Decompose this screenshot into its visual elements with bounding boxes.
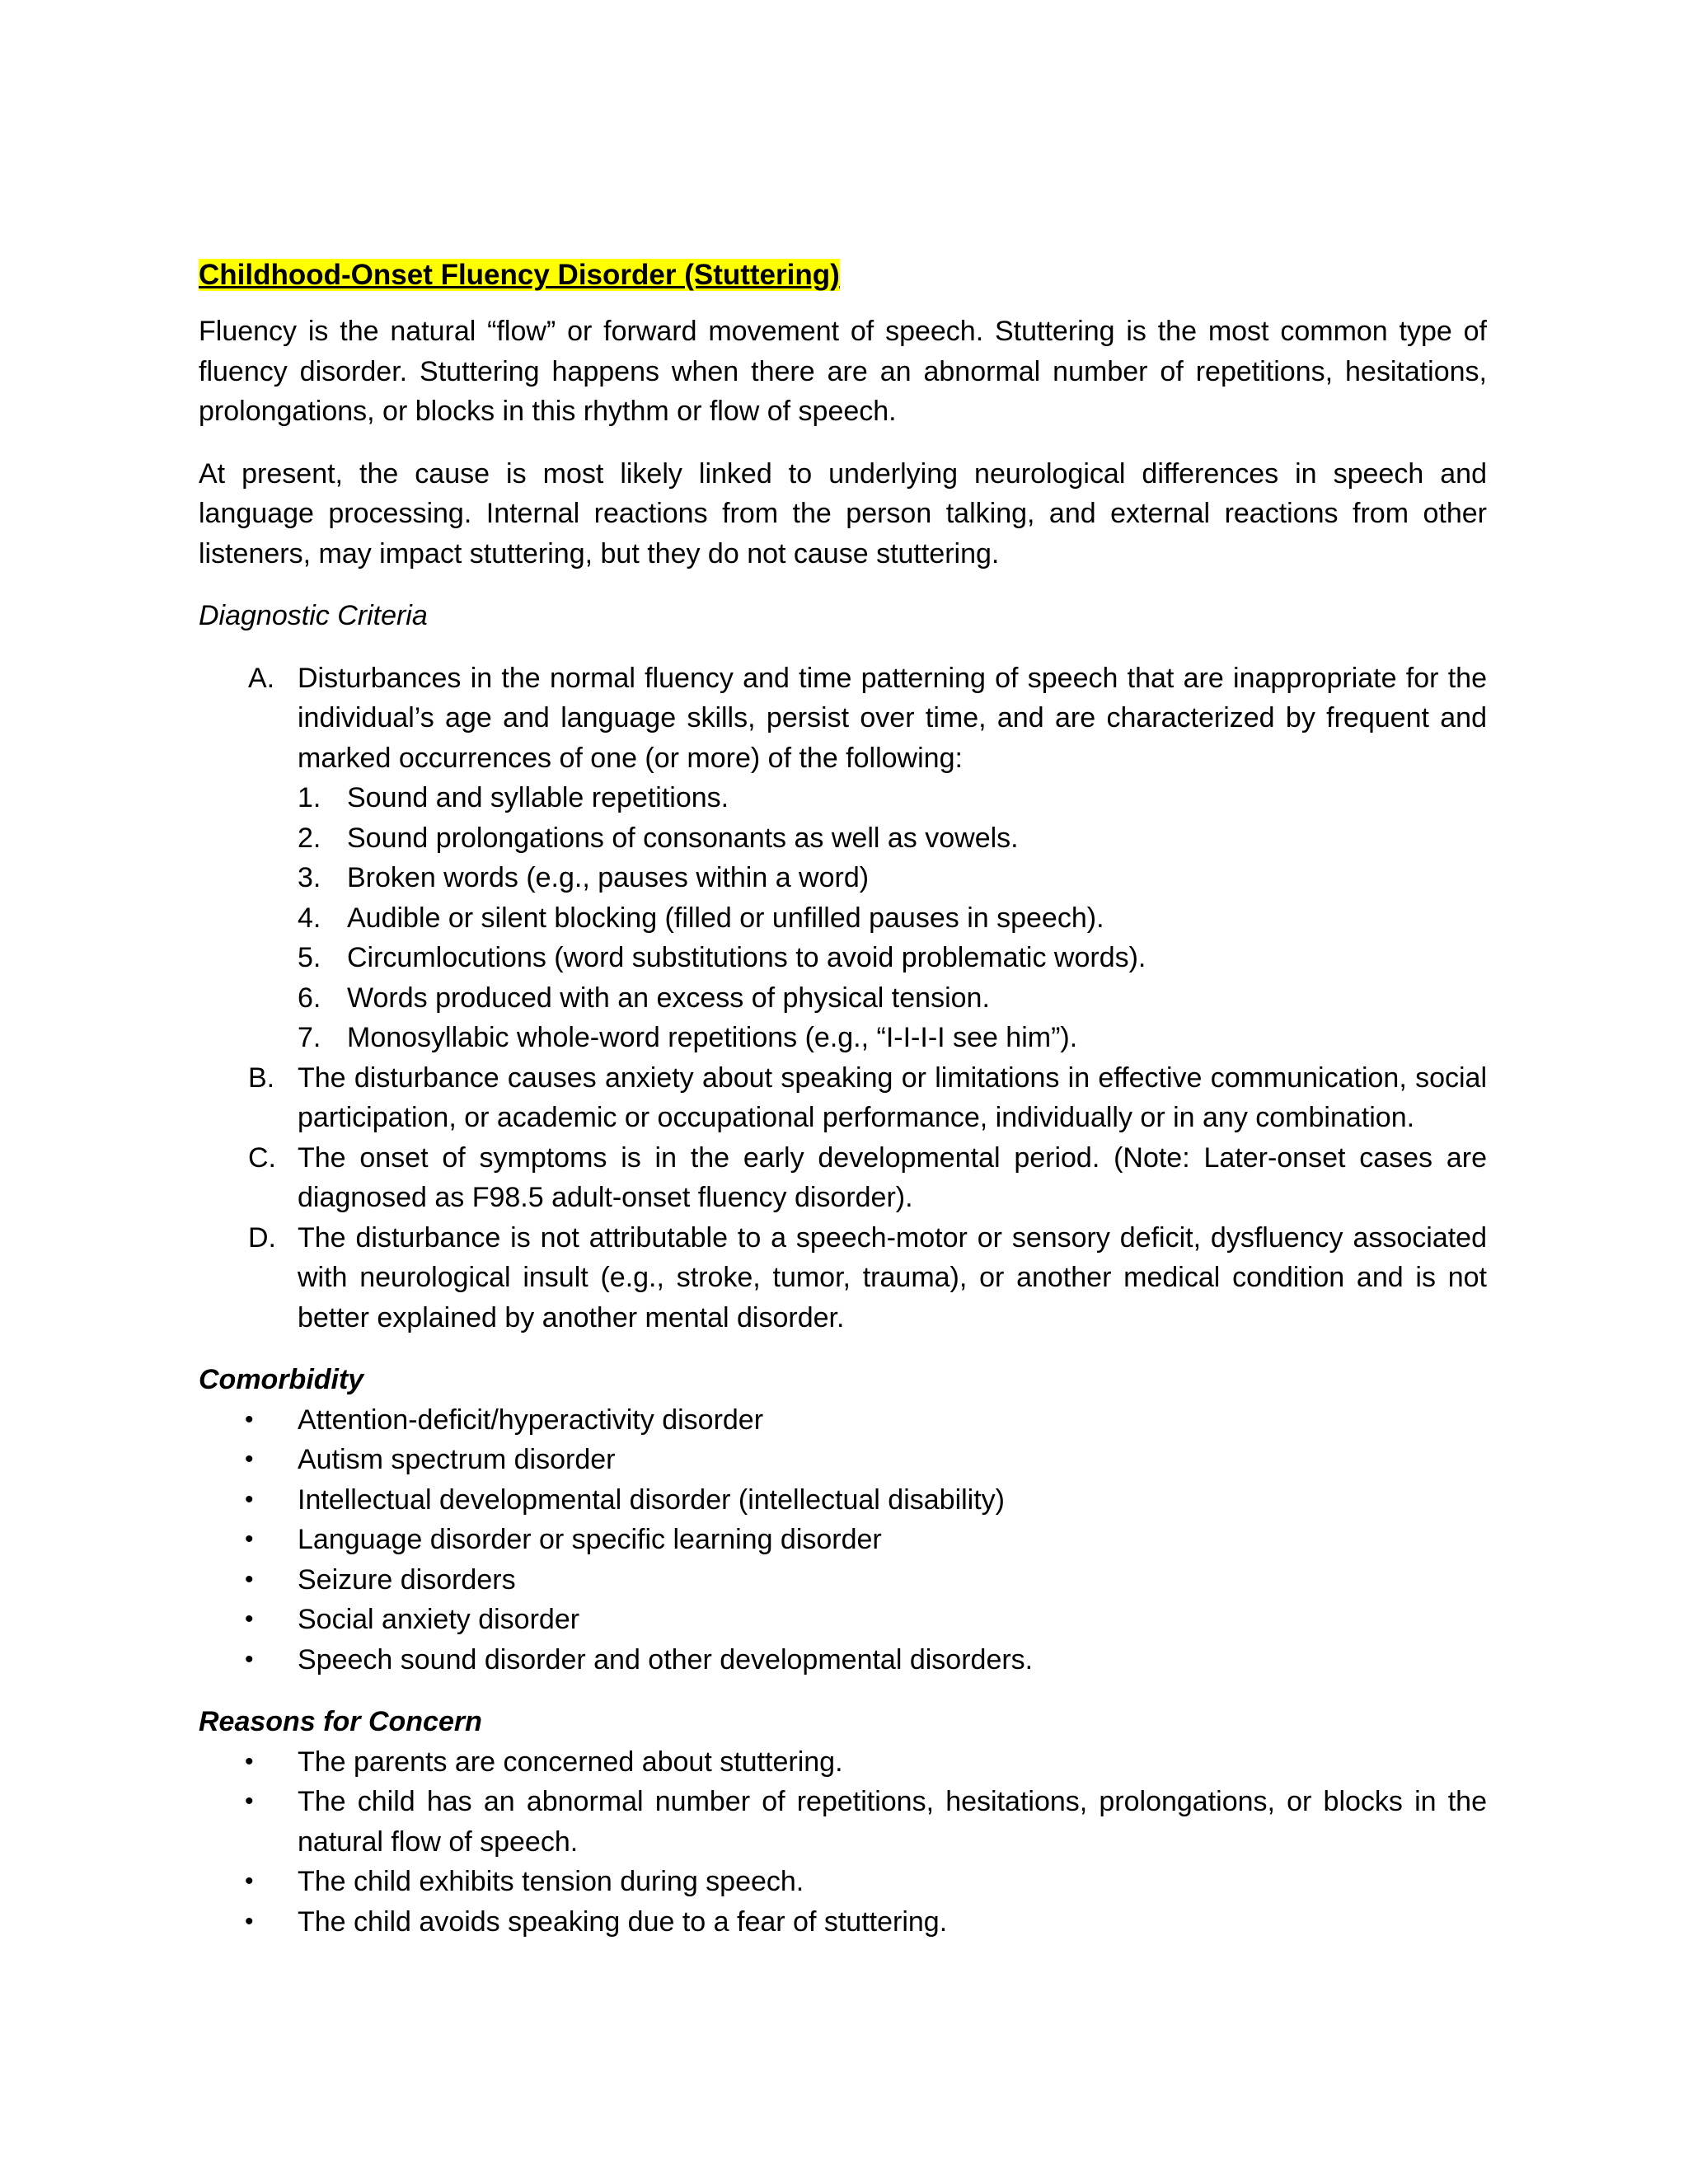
item-text: Attention-deficit/hyperactivity disorder bbox=[298, 1404, 764, 1436]
bullet-icon: • bbox=[245, 1526, 254, 1553]
list-item bbox=[199, 1520, 1487, 1560]
list-item bbox=[298, 818, 1487, 859]
list-item bbox=[298, 978, 1487, 1019]
item-text: Circumlocutions (word substitutions to avoid problematic words). bbox=[347, 942, 1146, 973]
item-text: Seizure disorders bbox=[298, 1563, 516, 1596]
item-number: 3. bbox=[298, 862, 321, 893]
item-text: Sound and syllable repetitions. bbox=[347, 782, 729, 813]
item-number: 5. bbox=[298, 942, 321, 973]
criterion-marker: D. bbox=[248, 1221, 276, 1254]
item-number: 2. bbox=[298, 822, 321, 854]
item-number: 4. bbox=[298, 902, 321, 934]
item-text: Monosyllabic whole-word repetitions (e.g., “I-I-I-I see him”). bbox=[347, 1022, 1078, 1053]
list-item bbox=[199, 1560, 1487, 1601]
list-item bbox=[199, 1782, 1487, 1862]
item-text: Words produced with an excess of physical tension. bbox=[347, 982, 990, 1014]
list-item bbox=[199, 1440, 1487, 1480]
list-item bbox=[199, 1902, 1487, 1943]
bullet-icon: • bbox=[245, 1565, 254, 1593]
document-title bbox=[199, 255, 1487, 295]
list-item bbox=[298, 1018, 1487, 1058]
criterion-a bbox=[199, 658, 1487, 1058]
item-text: Language disorder or specific learning disorder bbox=[298, 1524, 882, 1555]
intro-paragraph: Fluency is the natural “flow” or forward movement of speech. Stuttering is the most common type of fluency disorder. Stuttering happens when there are an abnormal number of repetitions, hesitations, prolongations, or blocks in this rhythm or flow of speech. bbox=[199, 316, 1487, 427]
criteria-list bbox=[199, 658, 1487, 1338]
cause-paragraph: At present, the cause is most likely linked to underlying neurological differences in speech and language processing. Internal reactions from the person talking, and external reactions from other listeners, may impact stuttering, but they do not cause stuttering. bbox=[199, 457, 1487, 569]
item-text: Audible or silent blocking (filled or unfilled pauses in speech). bbox=[347, 902, 1104, 934]
title-highlight: Childhood-Onset Fluency Disorder (Stuttering) bbox=[199, 259, 840, 291]
item-text: Sound prolongations of consonants as well as vowels. bbox=[347, 822, 1019, 854]
list-item bbox=[199, 1400, 1487, 1441]
bullet-icon: • bbox=[245, 1485, 254, 1513]
list-item bbox=[199, 1600, 1487, 1640]
list-item bbox=[298, 938, 1487, 978]
item-text: Intellectual developmental disorder (intellectual disability) bbox=[298, 1483, 1006, 1516]
bullet-icon: • bbox=[245, 1446, 254, 1473]
bullet-icon: • bbox=[245, 1747, 254, 1775]
document-content bbox=[199, 255, 1487, 1964]
criterion-d bbox=[199, 1218, 1487, 1338]
item-text: Social anxiety disorder bbox=[298, 1604, 580, 1635]
criterion-b bbox=[199, 1058, 1487, 1138]
item-number: 1. bbox=[298, 782, 321, 813]
item-text: The parents are concerned about stuttering. bbox=[298, 1746, 843, 1778]
criterion-text: The onset of symptoms is in the early developmental period. (Note: Later-onset cases are diagnosed as F98.5 adult-onset fluency disorder). bbox=[298, 1141, 1487, 1213]
comorbidity-heading: Comorbidity bbox=[199, 1364, 364, 1395]
list-item bbox=[199, 1742, 1487, 1783]
item-text: The child avoids speaking due to a fear of stuttering. bbox=[298, 1905, 948, 1938]
item-text: The child has an abnormal number of repetitions, hesitations, prolongations, or blocks in the natural flow of speech. bbox=[298, 1786, 1487, 1858]
item-text: Speech sound disorder and other developmental disorders. bbox=[298, 1643, 1034, 1675]
item-text: Autism spectrum disorder bbox=[298, 1444, 616, 1475]
comorbidity-list bbox=[199, 1400, 1487, 1680]
bullet-icon: • bbox=[245, 1605, 254, 1633]
list-item bbox=[199, 1862, 1487, 1902]
criterion-c bbox=[199, 1138, 1487, 1218]
item-number: 6. bbox=[298, 982, 321, 1014]
reasons-for-concern-heading: Reasons for Concern bbox=[199, 1706, 482, 1737]
diagnostic-criteria-heading: Diagnostic Criteria bbox=[199, 600, 428, 631]
criterion-text: The disturbance is not attributable to a speech-motor or sensory deficit, dysfluency associated with neurological insult (e.g., stroke, tumor, trauma), or another medical condition and is not better explained by another mental disorder. bbox=[298, 1221, 1487, 1333]
list-item bbox=[199, 1480, 1487, 1521]
item-text: Broken words (e.g., pauses within a word) bbox=[347, 862, 870, 893]
list-item bbox=[199, 1640, 1487, 1680]
criterion-text: The disturbance causes anxiety about speaking or limitations in effective communication, social participation, or academic or occupational performance, individually or in any combination. bbox=[298, 1062, 1487, 1133]
concern-list bbox=[199, 1742, 1487, 1943]
criterion-marker: B. bbox=[248, 1062, 275, 1094]
bullet-icon: • bbox=[245, 1645, 254, 1673]
item-number: 7. bbox=[298, 1022, 321, 1053]
list-item bbox=[298, 778, 1487, 818]
criterion-marker: C. bbox=[248, 1141, 276, 1174]
bullet-icon: • bbox=[245, 1405, 254, 1433]
bullet-icon: • bbox=[245, 1788, 254, 1815]
bullet-icon: • bbox=[245, 1868, 254, 1895]
criterion-marker: A. bbox=[248, 662, 275, 694]
criterion-text: Disturbances in the normal fluency and time patterning of speech that are inappropriate for the individual’s age and language skills, persist over time, and are characterized by frequent and marked occurrences of one (or more) of the following: bbox=[298, 662, 1487, 774]
list-item bbox=[298, 858, 1487, 898]
bullet-icon: • bbox=[245, 1907, 254, 1935]
criterion-a-subitems bbox=[298, 778, 1487, 1058]
item-text: The child exhibits tension during speech. bbox=[298, 1866, 804, 1897]
list-item bbox=[298, 898, 1487, 939]
